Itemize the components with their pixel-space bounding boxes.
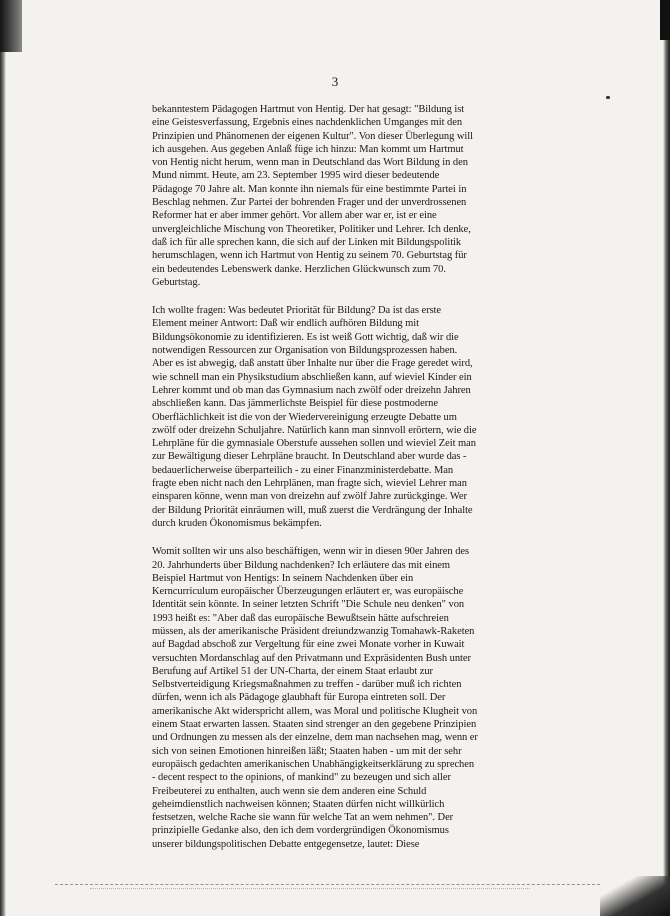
scan-mark-top-left	[0, 0, 22, 52]
text-line: Lehrpläne für die gymnasiale Oberstufe aussehen sollen und wieviel Zeit man	[152, 438, 476, 450]
scan-edge-right	[663, 0, 670, 916]
text-line: notwendigen Ressourcen zur Organisation von Bildungsprozessen haben.	[152, 345, 458, 357]
text-line: eine Geistesverfassung, Ergebnis eines nachdenklichen Umganges mit den	[152, 117, 463, 129]
text-line: müssen, als der amerikanische Präsident dreiundzwanzig Tomahawk-Raketen	[152, 625, 475, 637]
text-line: bekanntestem Pädagogen Hartmut von Hentig. Der hat gesagt: "Bildung ist	[152, 104, 465, 115]
text-line: unvergleichliche Mischung von Theoretiker, Politiker und Lehrer. Ich denke,	[152, 223, 471, 235]
text-line: abschließen kann. Das jämmerlichste Beispiel für diese postmoderne	[152, 398, 438, 410]
text-line: Beschlag nehmen. Zur Partei der bohrenden Frager und der unverdrossenen	[152, 197, 467, 209]
text-line: Geburtstag.	[152, 276, 201, 288]
scan-mark-bottom-right	[600, 876, 670, 916]
text-line: Aber es ist abwegig, daß anstatt über Inhalte nur über die Frage geredet wird,	[152, 358, 473, 370]
text-line: Ich wollte fragen: Was bedeutet Priorität für Bildung? Da ist das erste	[152, 305, 442, 317]
scan-speck	[606, 96, 610, 99]
text-line: 20. Jahrhunderts über Bildung nachdenken? Ich erläutere das mit einem	[152, 559, 451, 571]
text-line: Freibeuterei zu enthalten, auch wenn sie dem anderen eine Schuld	[152, 785, 427, 797]
text-line: daß ich für alle sprechen kann, die sich auf der Linken mit Bildungspolitik	[152, 236, 462, 248]
text-line: einem Staat erwarten lassen. Staaten sind strenger an den gegebene Prinzipien	[152, 719, 477, 731]
text-line: Beispiel Hartmut von Hentigs: In seinem Nachdenken über ein	[152, 572, 414, 584]
paragraph-1	[152, 103, 474, 289]
text-line: dürfen, wenn ich als Pädagoge glaubhaft für Europa eintreten soll. Der	[152, 692, 446, 704]
text-line: bedauerlicherweise überparteilich - zu einer Finanzministerdebatte. Man	[152, 464, 454, 476]
text-line: europäisch gedachten amerikanischen Unabhängigkeitserklärung zu sprechen	[152, 758, 475, 770]
text-line: Reformer hat er aber immer gehört. Vor allem aber war er, ist er eine	[152, 210, 437, 222]
text-line: durch kruden Ökonomismus bekämpfen.	[152, 517, 322, 529]
text-line: zur Bewältigung dieser Lehrpläne braucht. In Deutschland aber wurde das -	[152, 451, 467, 463]
text-line: Selbstverteidigung Kriegsmaßnahmen zu treffen - darüber muß ich richten	[152, 679, 462, 691]
text-line: einsparen könne, wenn man von dreizehn auf zwölf Jahre zurückginge. Wer	[152, 491, 467, 503]
scan-artifact-line	[55, 884, 600, 886]
text-line: amerikanische Akt widerspricht allem, was Moral und politische Klugheit von	[152, 705, 478, 717]
text-line: Lehrer kommt und ob man das Gymnasium nach zwölf oder dreizehn Jahren	[152, 384, 471, 396]
scan-artifact-line-2	[90, 888, 530, 890]
text-line: versuchten Mordanschlag auf den Privatmann und Expräsidenten Bush unter	[152, 652, 471, 664]
text-line: herumschlagen, wenn ich Hartmut von Hentig zu seinem 70. Geburtstag für	[152, 250, 467, 262]
text-line: auf Bagdad abschoß zur Vergeltung für eine zwei Monate vorher in Kuwait	[152, 639, 465, 651]
text-line: Pädagoge 70 Jahre alt. Man konnte ihn niemals für eine bestimmte Partei in	[152, 183, 467, 195]
text-line: von Hentig nicht herum, wenn man in Deutschland das Wort Bildung in den	[152, 157, 468, 169]
text-line: - decent respect to the opinions, of mankind" zu bezeugen und sich aller	[152, 772, 451, 784]
text-line: Kerncurriculum europäischer Überzeugungen erläutert er, was europäische	[152, 586, 464, 598]
text-line: wie schnell man ein Physikstudium abschließen kann, auf wieviel Kinder ein	[152, 371, 472, 383]
text-line: und Ordnungen zu messen als der einzelne, dem man nachsehen mag, wenn er	[152, 732, 478, 744]
text-line: geheimdienstlich nachweisen können; Staaten dürfen nicht willkürlich	[152, 798, 445, 810]
text-line: Element meiner Antwort: Daß wir endlich aufhören Bildung mit	[152, 318, 420, 330]
paragraph-3	[152, 545, 478, 851]
text-line: zwölf oder dreizehn Schuljahre. Natürlich kann man sinnvoll erörtern, wie die	[152, 424, 477, 436]
text-line: Identität sein könnte. In seiner letzten Schrift "Die Schule neu denken" von	[152, 599, 465, 611]
text-line: unserer bildungspolitischen Debatte entgegensetze, lautet: Diese	[152, 838, 420, 850]
text-line: fragte eben nicht nach den Lehrplänen, man fragte sich, wieviel Lehrer man	[152, 478, 467, 490]
text-line: Prinzipien und Phänomenen der eigenen Kultur". Von dieser Überlegung will	[152, 130, 474, 142]
text-line: Womit sollten wir uns also beschäftigen, wenn wir in diesen 90er Jahren des	[152, 546, 470, 558]
text-line: 1993 heißt es: "Aber daß das europäische Bewußtsein hätte aufschreien	[152, 612, 449, 624]
document-body	[152, 103, 478, 866]
text-line: Oberflächlichkeit ist die von der Wiedervereinigung erzeugte Debatte um	[152, 411, 457, 423]
text-line: ein bedeutendes Lebenswerk danke. Herzlichen Glückwunsch zum 70.	[152, 263, 446, 275]
text-line: sich von seinen Emotionen hinreißen läßt; Staaten haben - um mit der sehr	[152, 745, 462, 757]
text-line: ich ausgehen. Aus gegeben Anlaß füge ich hinzu: Man kommt um Hartmut	[152, 143, 464, 155]
text-line: Mund nimmt. Heute, am 23. September 1995 wird dieser bedeutende	[152, 170, 440, 182]
text-line: Berufung auf Artikel 51 der UN-Charta, der einem Staat erlaubt zur	[152, 665, 433, 677]
text-line: der Bildung Priorität einräumen will, muß zuerst die Verdrängung der Inhalte	[152, 504, 473, 516]
scan-mark-top-right	[660, 0, 670, 40]
text-line: festsetzen, welche Rache sie wann für welche Tat an wem nehmen". Der	[152, 812, 454, 824]
text-line: prinzipielle Gedanke also, den ich dem vordergründigen Ökonomismus	[152, 825, 449, 837]
scan-edge-left	[0, 0, 6, 916]
text-line: Bildungsökonomie zu identifizieren. Es ist weiß Gott wichtig, daß wir die	[152, 331, 459, 343]
paragraph-2	[152, 304, 477, 530]
page-number: 3	[331, 74, 339, 89]
